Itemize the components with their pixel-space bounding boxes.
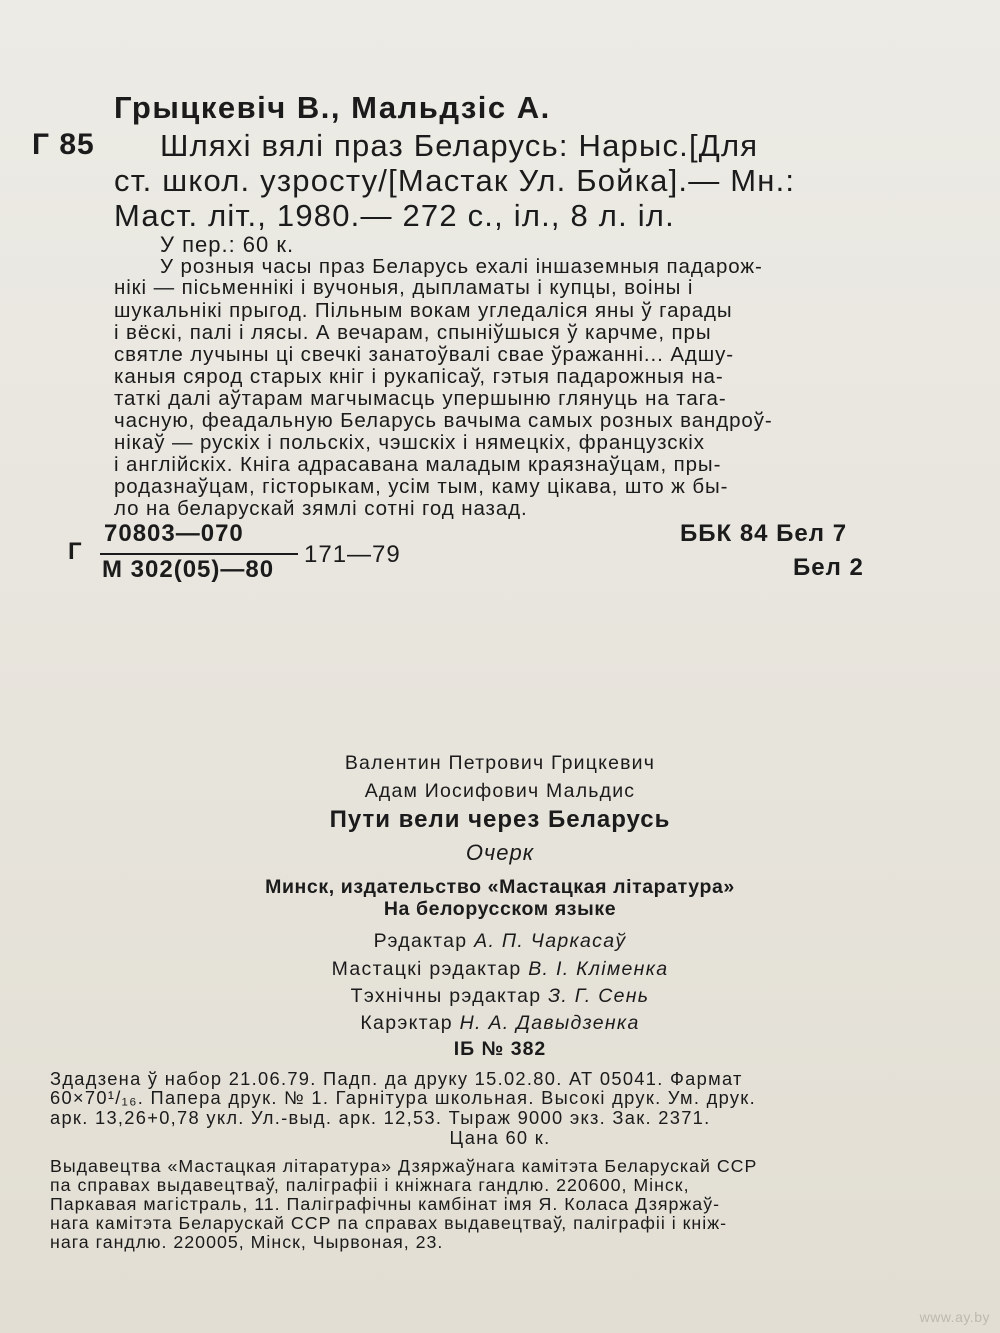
credit-proofreader xyxy=(0,1012,1000,1035)
ru-genre: Очерк xyxy=(465,840,535,865)
publisher-line: Паркавая магістраль, 11. Паліграфічны камбінат імя Я. Коласа Дзяржаў- xyxy=(50,1194,721,1214)
bbk-code: ББК 84 Бел 7 xyxy=(680,520,848,547)
credit-person: В. І. Кліменка xyxy=(528,958,669,980)
ru-publisher: Минск, издательство «Мастацкая літаратура» xyxy=(265,876,735,898)
fraction-letter: Г xyxy=(68,538,82,565)
annotation-line: нікі — пісьменнікі і вучоныя, дыпламаты і купцы, воіны і xyxy=(114,276,694,299)
price-line: У пер.: 60 к. xyxy=(160,232,295,257)
annotation-line: ло на беларускай зямлі сотні год назад. xyxy=(114,497,528,520)
publisher-line: Выдавецтва «Мастацкая літаратура» Дзяржаўнага камітэта Беларускай ССР xyxy=(50,1156,758,1176)
credit-person: Н. А. Давыдзенка xyxy=(459,1012,640,1034)
ru-author-1: Валентин Петрович Грицкевич xyxy=(344,752,656,774)
ru-title: Пути вели через Беларусь xyxy=(329,806,671,833)
credit-person: З. Г. Сень xyxy=(548,985,650,1007)
imprint-line: арк. 13,26+0,78 укл. Ул.-выд. арк. 12,53. Тыраж 9000 экз. Зак. 2371. xyxy=(50,1107,711,1128)
ib-number: ІБ № 382 xyxy=(453,1038,547,1060)
annotation-line: часную, феадальную Беларусь вачыма самых розных вандроў- xyxy=(114,409,773,432)
imprint-line: Здадзена ў набор 21.06.79. Падп. да друку 15.02.80. АТ 05041. Фармат xyxy=(50,1068,743,1089)
credit-role: Тэхнічны рэдактар xyxy=(350,985,542,1007)
fraction-bar xyxy=(100,553,298,555)
publisher-line: нага камітэта Беларускай ССР па справах выдавецтваў, паліграфіі і кніж- xyxy=(50,1213,728,1233)
annotation-line: таткі далі аўтарам магчымасць упершыню глянуць на тага- xyxy=(114,387,727,410)
bbk-code-secondary: Бел 2 xyxy=(793,554,864,581)
authors-heading: Грыцкевіч В., Мальдзіс А. xyxy=(114,90,551,125)
ru-language: На белорусском языке xyxy=(383,898,617,920)
catalog-cipher: Г 85 xyxy=(32,128,95,161)
credit-role: Рэдактар xyxy=(373,930,468,952)
annotation-line: родазнаўцам, гісторыкам, усім тым, каму цікава, што ж бы- xyxy=(114,475,729,498)
credit-tech-editor xyxy=(0,985,1000,1008)
annotation-line: шукальнікі прыгод. Пільным вокам угледаліся яны ў гарады xyxy=(114,299,733,322)
imprint-line: 60×70¹/₁₆. Папера друк. № 1. Гарнітура школьная. Высокі друк. Ум. друк. xyxy=(50,1087,756,1108)
fraction-numerator: 70803—070 xyxy=(104,520,244,547)
credit-art-editor xyxy=(0,958,1000,981)
publisher-line: нага гандлю. 220005, Мінск, Чырвоная, 23. xyxy=(50,1232,444,1252)
annotation-line: каныя сярод старых кніг і рукапісаў, гэтыя падарожныя на- xyxy=(114,365,724,388)
title-line-3: Маст. літ., 1980.— 272 с., іл., 8 л. іл. xyxy=(114,198,675,233)
ru-author-2: Адам Иосифович Мальдис xyxy=(364,780,636,802)
site-watermark: www.ay.by xyxy=(919,1309,990,1325)
annotation-line: святле лучыны ці свечкі занатоўвалі свае ўражанні... Адшу- xyxy=(114,343,734,366)
credit-role: Мастацкі рэдактар xyxy=(331,958,522,980)
title-line-1: Шляхі вялі праз Беларусь: Нарыс.[Для xyxy=(160,128,759,163)
credit-person: А. П. Чаркасаў xyxy=(474,930,627,952)
annotation-line: і англійскіх. Кніга адрасавана маладым краязнаўцам, пры- xyxy=(114,453,722,476)
annotation-line: нікаў — рускіх і польскіх, чэшскіх і нямецкіх, французскіх xyxy=(114,431,705,454)
publisher-line: па справах выдавецтваў, паліграфіі і кніжнага гандлю. 220600, Мінск, xyxy=(50,1175,690,1195)
title-line-2: ст. школ. узросту/[Мастак Ул. Бойка].— Мн.: xyxy=(114,163,796,198)
annotation-line: і вёскі, палі і лясы. А вечарам, спыніўшыся ў карчме, пры xyxy=(114,321,712,344)
fraction-denominator: М 302(05)—80 xyxy=(102,556,275,583)
fraction-order-number: 171—79 xyxy=(304,541,401,568)
final-price: Цана 60 к. xyxy=(449,1127,551,1148)
annotation-line: У розныя часы праз Беларусь ехалі іншаземныя падарож- xyxy=(160,255,763,278)
credit-role: Карэктар xyxy=(360,1012,453,1034)
credit-editor xyxy=(0,930,1000,953)
